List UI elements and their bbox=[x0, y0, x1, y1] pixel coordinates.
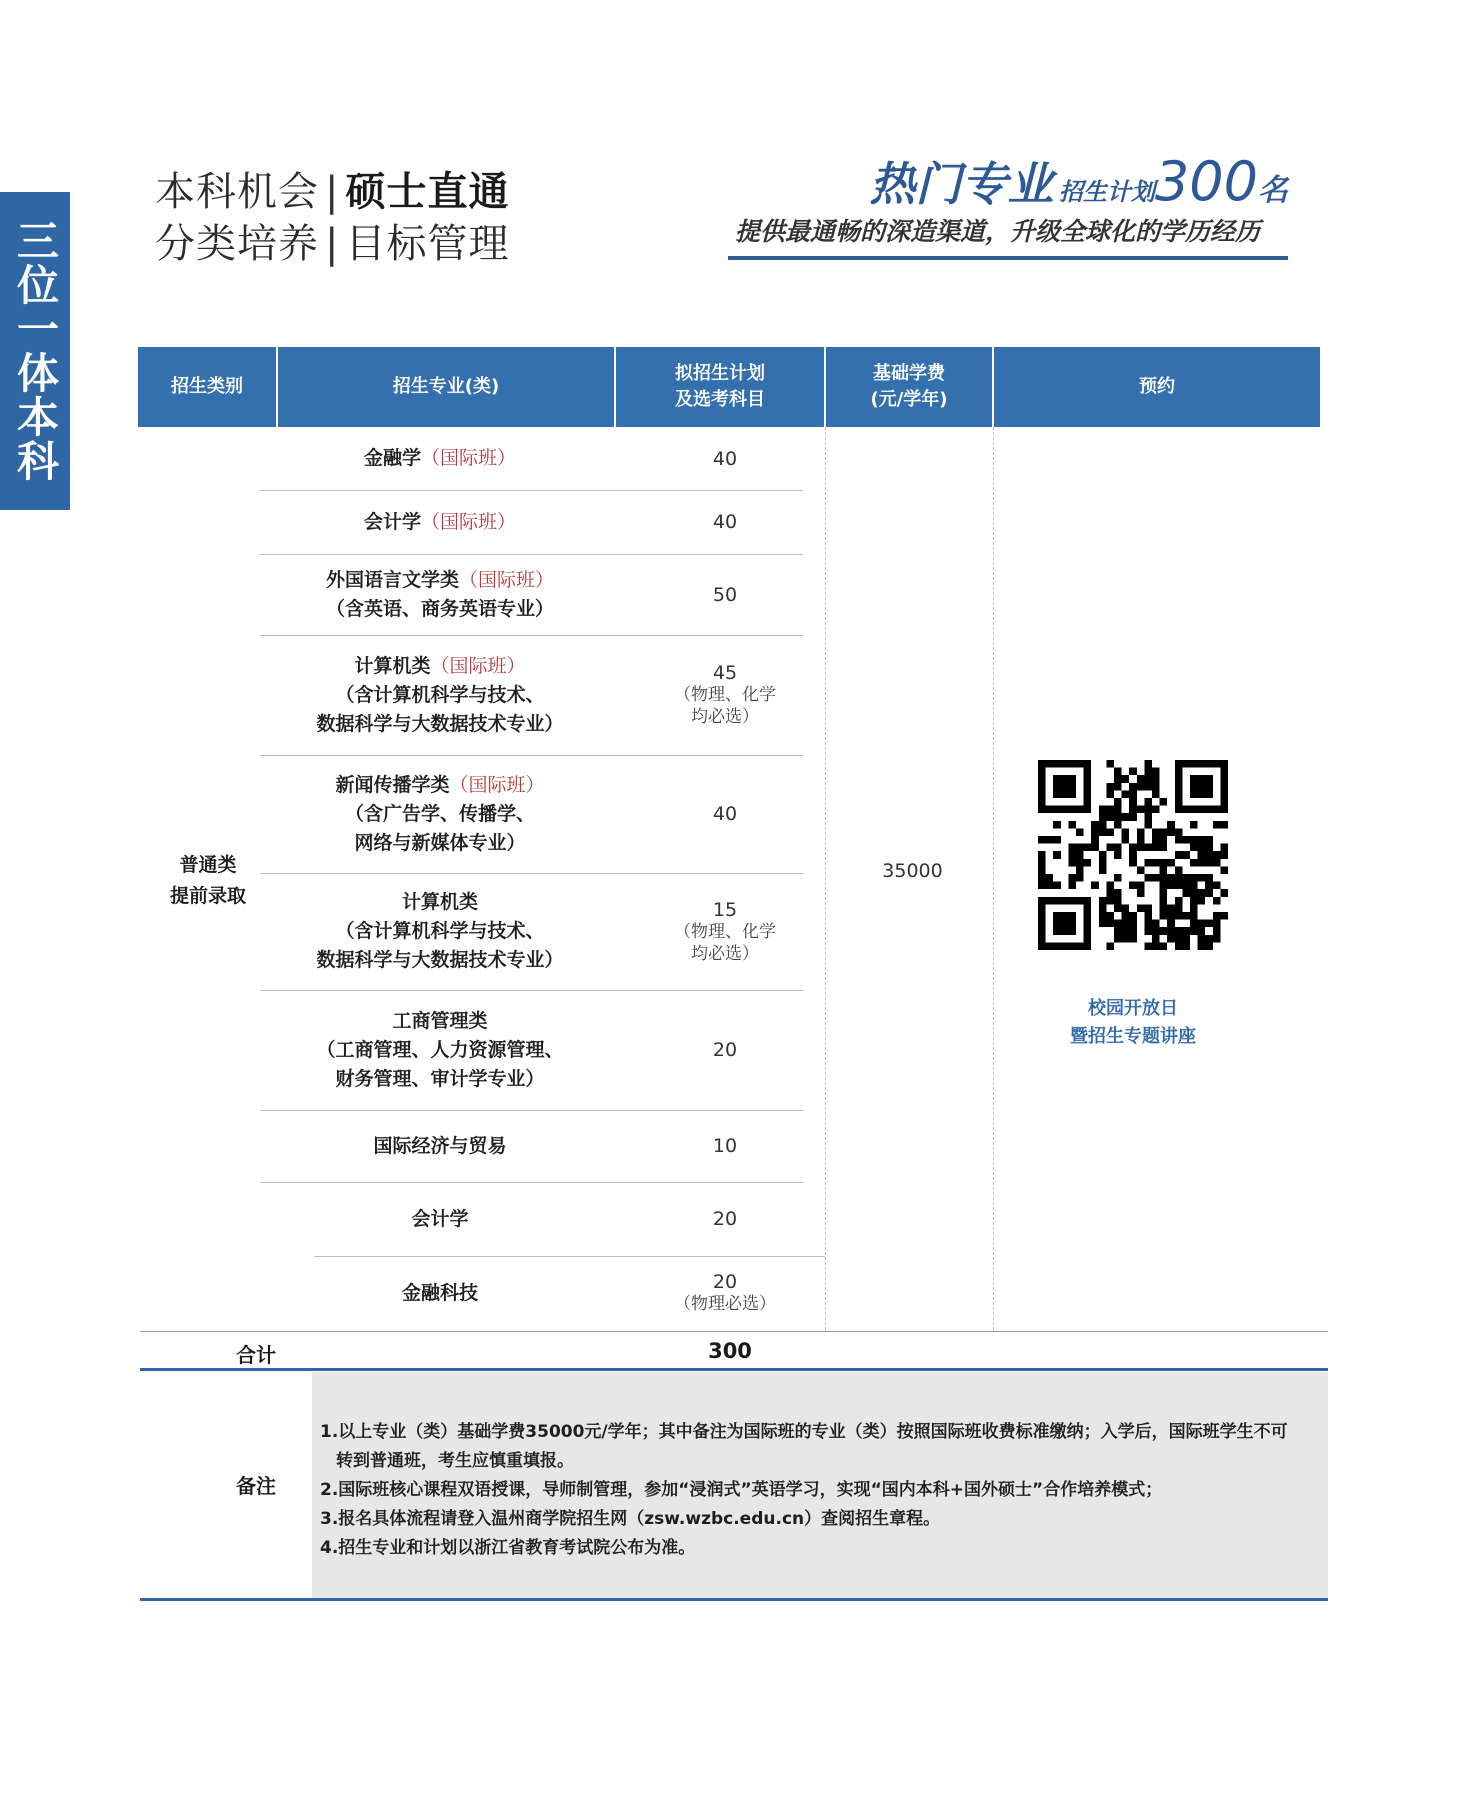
plan-cell bbox=[655, 511, 795, 533]
intl-tag: （国际班） bbox=[421, 447, 517, 469]
plan-cell bbox=[655, 899, 795, 965]
major-name: 会计学 bbox=[363, 510, 421, 533]
plan-value: 40 bbox=[712, 803, 738, 825]
row-divider bbox=[260, 755, 803, 756]
major-name: 国际经济与贸易 bbox=[373, 1134, 507, 1157]
hot-underline bbox=[728, 256, 1288, 260]
plan-value: 40 bbox=[712, 447, 738, 470]
th-major: 招生专业(类) bbox=[392, 376, 500, 397]
plan-value: 40 bbox=[712, 511, 738, 533]
notes-bottom-rule bbox=[140, 1598, 1328, 1601]
intl-tag: （国际班） bbox=[421, 510, 517, 533]
major-cell bbox=[280, 652, 600, 739]
separator: | bbox=[325, 221, 340, 267]
major-detail: （含计算机科学与技术、 数据科学与大数据技术专业） bbox=[316, 683, 564, 735]
plan-note: （物理、化学 均必选） bbox=[674, 921, 776, 964]
plan-cell bbox=[655, 1271, 795, 1315]
plan-cell bbox=[655, 1135, 795, 1157]
major-name: 计算机类 bbox=[401, 891, 478, 913]
major-name: 外国语言文学类 bbox=[325, 568, 459, 591]
plan-value: 50 bbox=[712, 583, 738, 606]
intl-tag: （国际班） bbox=[449, 773, 545, 796]
side-tab bbox=[0, 192, 70, 510]
major-name: 计算机类 bbox=[354, 654, 431, 677]
plan-cell bbox=[655, 662, 795, 728]
th-fee: 基础学费 (元/学年) bbox=[870, 363, 948, 410]
note-item: 转到普通班，考生应慎重填报。 bbox=[336, 1451, 574, 1471]
column-divider bbox=[825, 427, 826, 1330]
tagline-2-left: 分类培养 bbox=[155, 221, 319, 267]
major-detail: （含英语、商务英语专业） bbox=[325, 597, 554, 620]
major-cell bbox=[280, 888, 600, 975]
plan-value: 10 bbox=[712, 1135, 738, 1157]
tagline-2-right: 目标管理 bbox=[345, 221, 510, 267]
major-cell bbox=[280, 1205, 600, 1234]
note-item: 4.招生专业和计划以浙江省教育考试院公布为准。 bbox=[320, 1538, 696, 1558]
tagline-2 bbox=[155, 212, 509, 269]
major-cell bbox=[280, 771, 600, 858]
category-cell: 普通类 提前录取 bbox=[169, 854, 246, 907]
intl-tag: （国际班） bbox=[459, 568, 555, 591]
row-divider bbox=[260, 1110, 803, 1111]
major-cell bbox=[280, 1007, 600, 1094]
side-tab-label: 三位一体本科 bbox=[11, 219, 60, 483]
intl-tag: （国际班） bbox=[430, 654, 526, 677]
qr-code[interactable] bbox=[1038, 760, 1228, 950]
fee-cell: 35000 bbox=[882, 860, 943, 882]
major-detail: （含计算机科学与技术、 数据科学与大数据技术专业） bbox=[316, 920, 564, 971]
separator: | bbox=[325, 169, 340, 215]
plan-value: 45 bbox=[712, 662, 738, 684]
th-category: 招生类别 bbox=[171, 376, 243, 397]
plan-value: 20 bbox=[712, 1039, 738, 1061]
hot-title-block bbox=[869, 148, 1288, 214]
total-value: 300 bbox=[708, 1339, 752, 1363]
plan-value: 20 bbox=[712, 1271, 738, 1293]
major-name: 金融科技 bbox=[401, 1281, 478, 1304]
plan-cell bbox=[655, 448, 795, 470]
plan-note: （物理必选） bbox=[674, 1294, 776, 1314]
major-cell bbox=[280, 566, 600, 624]
hot-plan-unit: 名 bbox=[1258, 173, 1288, 208]
note-item: 3.报名具体流程请登入温州商学院招生网（zsw.wzbc.edu.cn）查阅招生章程。 bbox=[320, 1509, 941, 1529]
hot-subtitle: 提供最通畅的深造渠道，升级全球化的学历经历 bbox=[735, 217, 1261, 246]
major-cell bbox=[280, 508, 600, 537]
tagline-1-right: 硕士直通 bbox=[345, 169, 510, 215]
plan-cell bbox=[655, 584, 795, 606]
hot-plan-label: 招生计划 bbox=[1058, 178, 1155, 206]
major-cell bbox=[280, 444, 600, 473]
notes-label: 备注 bbox=[236, 1474, 276, 1498]
tagline-1-left: 本科机会 bbox=[155, 169, 319, 215]
qr-caption: 校园开放日 暨招生专题讲座 bbox=[1070, 998, 1196, 1047]
plan-cell bbox=[655, 1039, 795, 1061]
major-detail: （工商管理、人力资源管理、 财务管理、审计学专业） bbox=[316, 1038, 564, 1090]
major-name: 新闻传播学类 bbox=[335, 773, 450, 796]
notes-top-rule bbox=[140, 1368, 1328, 1371]
major-cell bbox=[280, 1132, 600, 1161]
row-divider bbox=[260, 635, 803, 636]
total-label: 合计 bbox=[236, 1343, 276, 1367]
note-item: 1.以上专业（类）基础学费35000元/学年；其中备注为国际班的专业（类）按照国际班收费标准缴纳；入学后，国际班学生不可 bbox=[320, 1422, 1288, 1442]
plan-cell bbox=[655, 803, 795, 825]
row-divider bbox=[260, 490, 803, 491]
hot-title: 热门专业 bbox=[869, 157, 1054, 211]
tagline-1 bbox=[155, 160, 509, 217]
row-divider bbox=[260, 1182, 803, 1183]
total-divider bbox=[140, 1331, 1328, 1332]
major-detail: （含广告学、传播学、 网络与新媒体专业） bbox=[344, 802, 535, 854]
hot-plan-num: 300 bbox=[1154, 150, 1258, 213]
plan-value: 15 bbox=[712, 898, 738, 921]
plan-note: （物理、化学 均必选） bbox=[674, 685, 776, 727]
th-reserve: 预约 bbox=[1139, 376, 1175, 397]
major-name: 工商管理类 bbox=[392, 1009, 488, 1032]
row-divider bbox=[260, 990, 803, 991]
plan-value: 20 bbox=[712, 1208, 738, 1230]
th-plan: 拟招生计划 及选考科目 bbox=[675, 363, 765, 410]
plan-cell bbox=[655, 1208, 795, 1230]
row-divider bbox=[260, 554, 803, 555]
major-name: 金融学 bbox=[363, 447, 421, 469]
notes-list bbox=[320, 1418, 1320, 1563]
note-item: 2.国际班核心课程双语授课，导师制管理，参加“浸润式”英语学习，实现“国内本科+国外硕士”合作培养模式； bbox=[320, 1480, 1163, 1500]
major-cell bbox=[280, 1279, 600, 1308]
table-header bbox=[138, 347, 1320, 427]
major-name: 会计学 bbox=[411, 1207, 469, 1230]
row-divider bbox=[260, 873, 803, 874]
row-divider bbox=[314, 1256, 825, 1257]
